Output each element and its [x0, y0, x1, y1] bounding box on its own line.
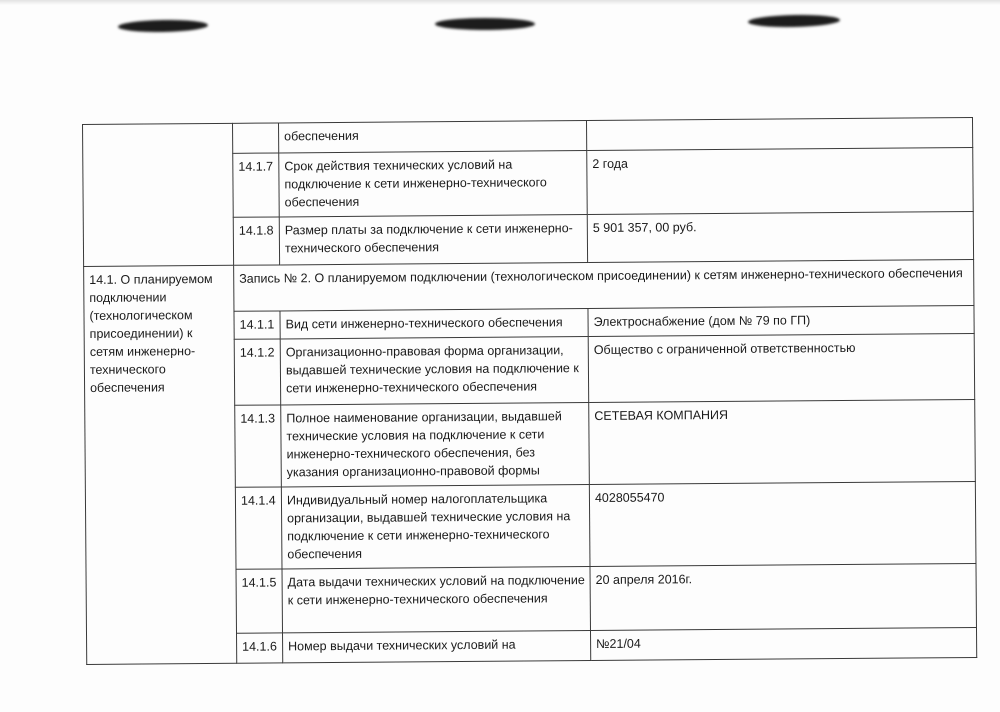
row-label: Индивидуальный номер налогоплательщика организации, выдавшей технические условия на подключение к сети инженерно-технического обеспечения: [281, 485, 590, 569]
redaction-mark: [435, 18, 535, 30]
row-number: [232, 123, 278, 153]
row-number: 14.1.2: [234, 339, 281, 405]
row-number: 14.1.1: [234, 311, 280, 339]
row-value: 20 апреля 2016г.: [590, 563, 976, 630]
scan-edge: [0, 0, 1000, 5]
row-value: 2 года: [587, 148, 973, 215]
row-label: обеспечения: [278, 121, 586, 153]
row-label: Срок действия технических условий на подключение к сети инженерно-технического обеспечения: [279, 151, 587, 217]
row-number: 14.1.3: [235, 405, 282, 487]
row-value: Электроснабжение (дом № 79 по ГП): [588, 306, 974, 337]
table-row: [84, 260, 974, 313]
redaction-mark: [118, 19, 208, 33]
redaction-mark: [748, 14, 840, 28]
row-value: [586, 118, 972, 151]
row-number: 14.1.4: [235, 487, 282, 569]
row-label: Организационно-правовая форма организации, выдавшей технические условия на подключение к сети инженерно-технического обеспечения: [280, 337, 589, 405]
declaration-table: [82, 117, 977, 665]
row-value: СЕТЕВАЯ КОМПАНИЯ: [589, 399, 976, 484]
row-label: Дата выдачи технических условий на подключение к сети инженерно-технического обеспечения: [282, 567, 590, 633]
row-number: 14.1.5: [236, 569, 283, 633]
row-number: 14.1.8: [233, 217, 279, 265]
row-label: Полное наименование организации, выдавшей технические условия на подключение к сети инженерно-технического обеспечения, без указания организационно-правовой формы: [281, 403, 590, 487]
row-value: 4028055470: [589, 481, 976, 566]
row-label: Номер выдачи технических условий на: [283, 631, 591, 663]
record-title: Запись № 2. О планируемом подключении (технологическом присоединении) к сетям инженерно-технического обеспечения: [234, 260, 974, 312]
section-label-cell-empty: [83, 123, 234, 266]
row-value: №21/04: [590, 627, 976, 660]
row-number: 14.1.7: [233, 153, 280, 217]
row-value: Общество с ограниченной ответственностью: [588, 333, 975, 402]
section-label: 14.1. О планируемом подключении (технологическом присоединении) к сетям инженерно-технического обеспечения: [84, 265, 237, 664]
row-value: 5 901 357, 00 руб.: [587, 212, 973, 263]
row-label: Вид сети инженерно-технического обеспечения: [280, 309, 588, 339]
row-number: 14.1.6: [237, 633, 283, 663]
row-label: Размер платы за подключение к сети инженерно-технического обеспечения: [279, 215, 587, 265]
